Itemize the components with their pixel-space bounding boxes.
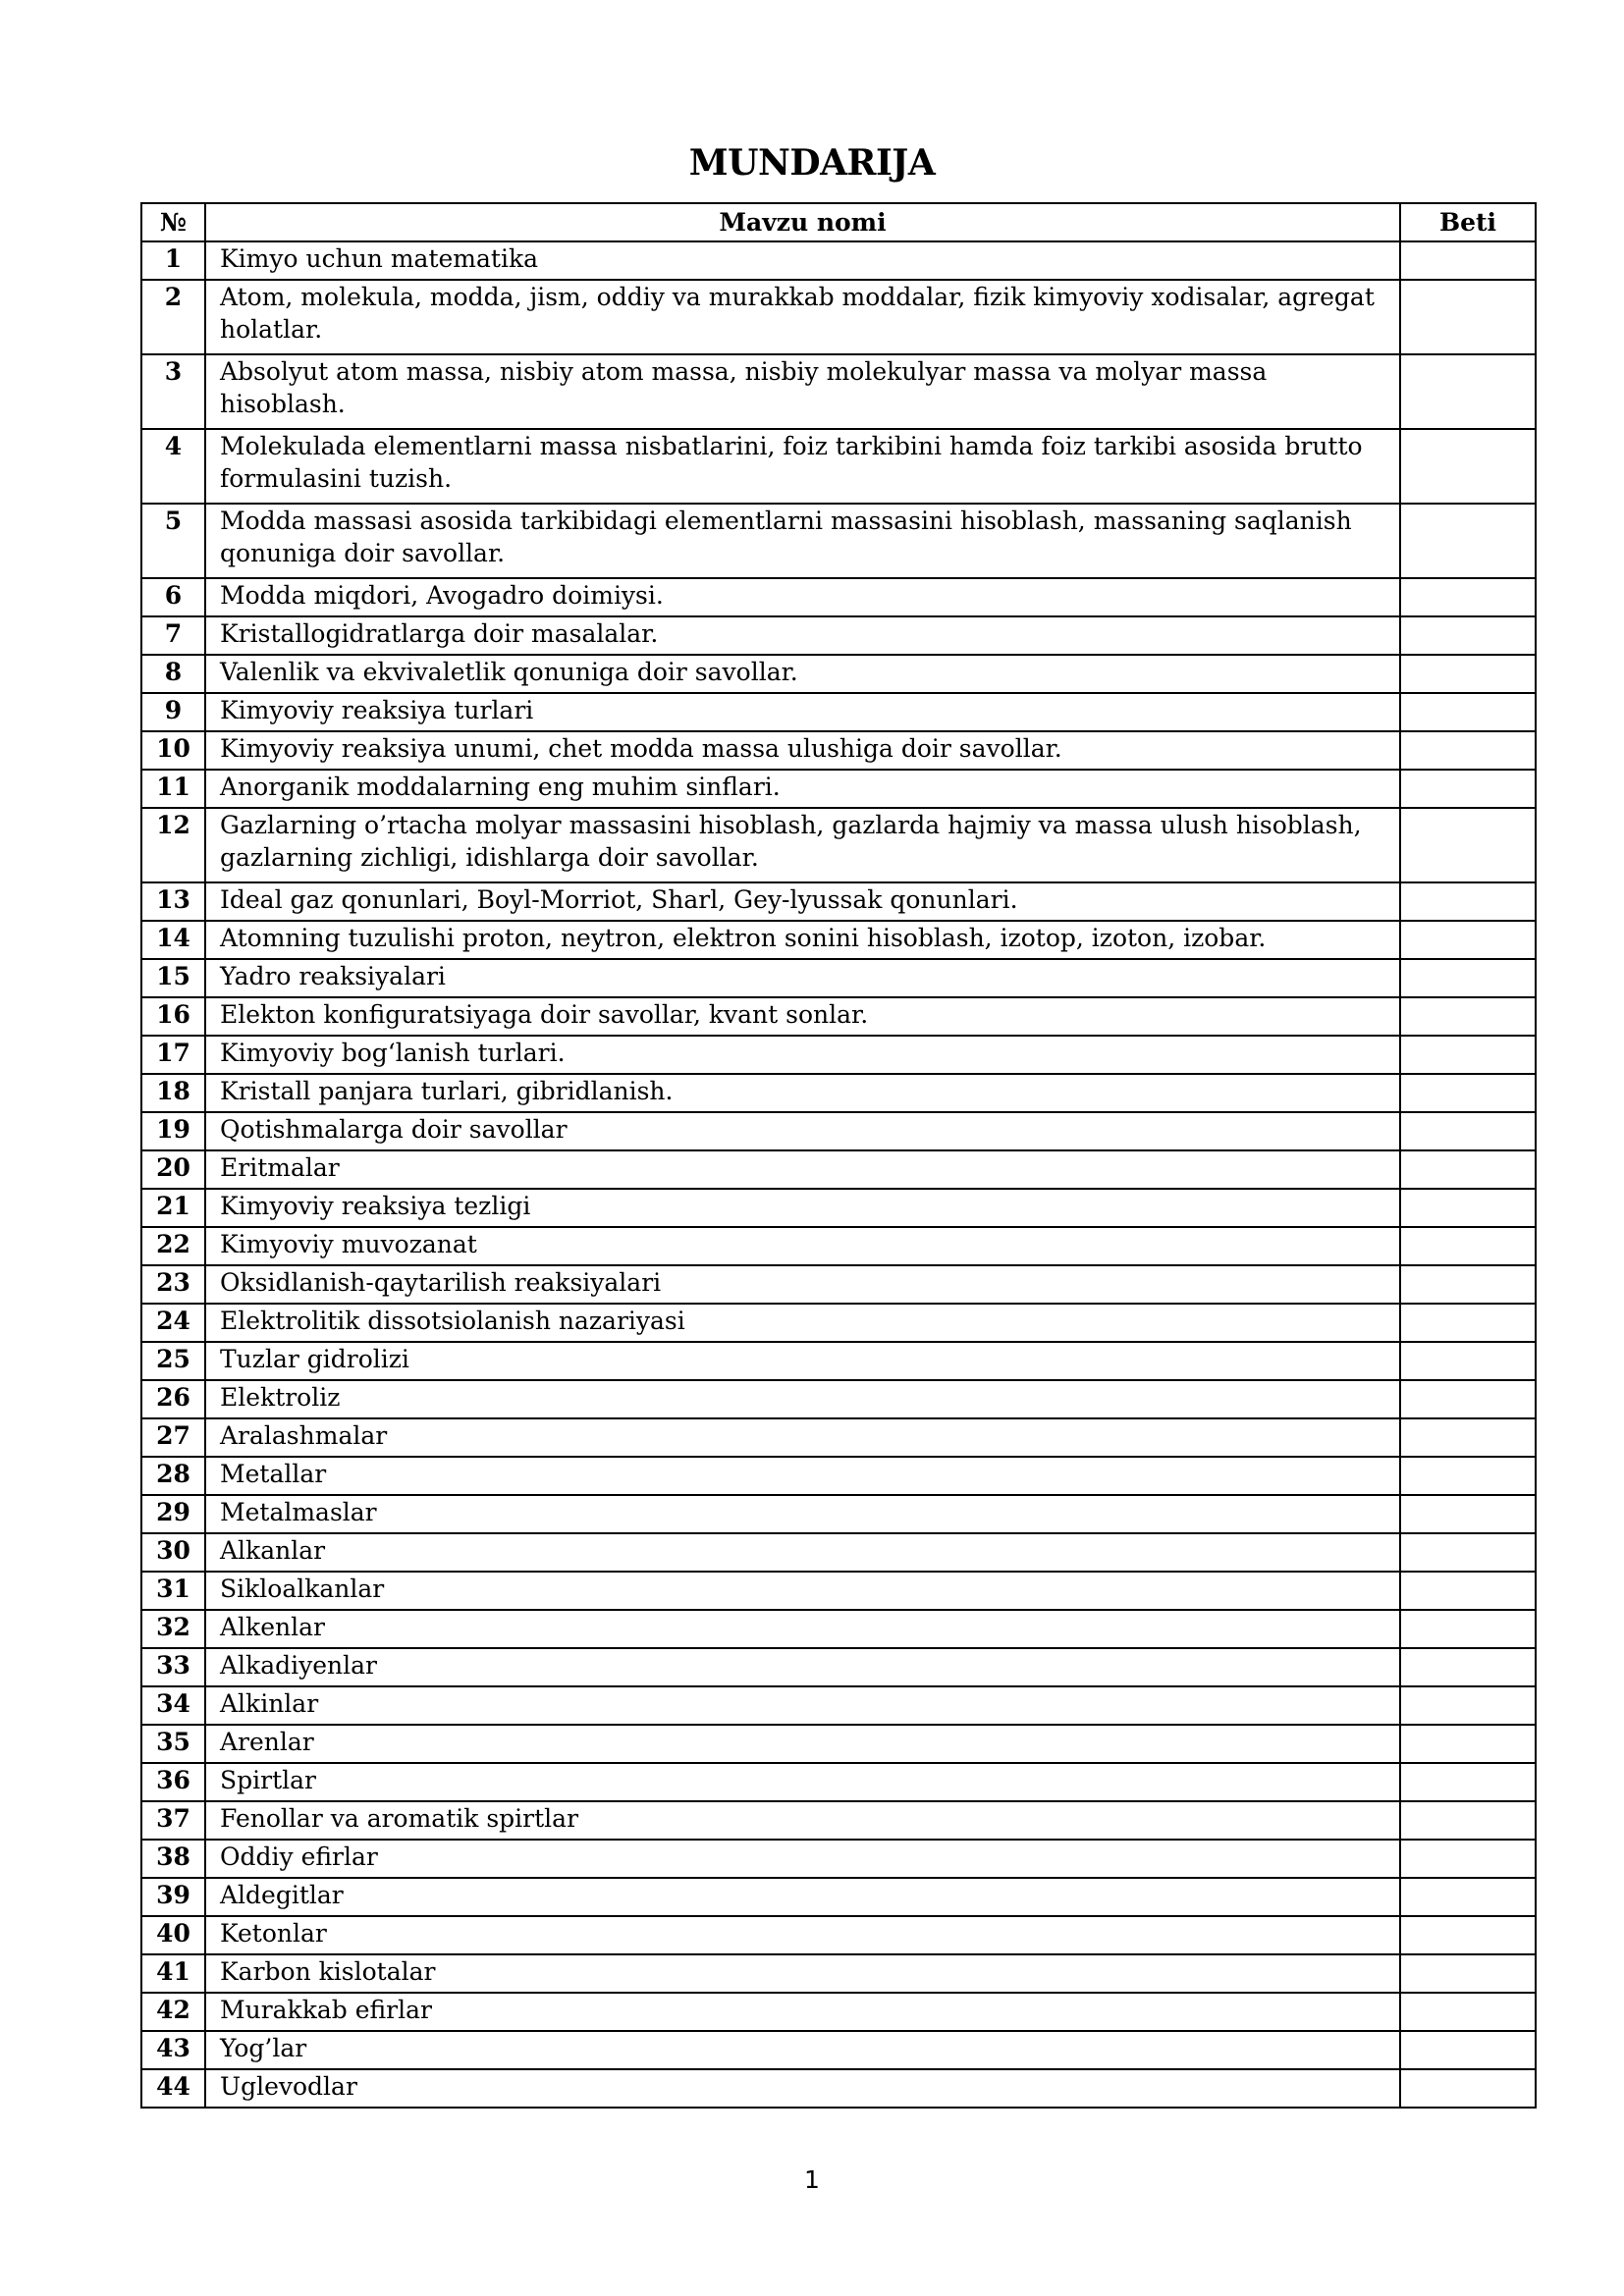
row-page	[1400, 1954, 1536, 1993]
table-row	[141, 429, 1536, 504]
row-number: 33	[141, 1648, 205, 1686]
row-page	[1400, 241, 1536, 280]
row-number: 27	[141, 1418, 205, 1457]
header-page: Beti	[1400, 203, 1536, 241]
row-topic: Eritmalar	[205, 1150, 1400, 1189]
row-number: 20	[141, 1150, 205, 1189]
table-row	[141, 1533, 1536, 1572]
table-row	[141, 1648, 1536, 1686]
row-topic: Spirtlar	[205, 1763, 1400, 1801]
row-number: 31	[141, 1572, 205, 1610]
row-topic: Ketonlar	[205, 1916, 1400, 1954]
row-number: 36	[141, 1763, 205, 1801]
row-number: 9	[141, 693, 205, 731]
row-page	[1400, 1150, 1536, 1189]
page-title: MUNDARIJA	[688, 142, 936, 184]
row-topic: Fenollar va aromatik spirtlar	[205, 1801, 1400, 1840]
row-page	[1400, 1916, 1536, 1954]
row-page	[1400, 504, 1536, 578]
row-topic: Kimyoviy reaksiya unumi, chet modda massa ulushiga doir savollar.	[205, 731, 1400, 770]
row-number: 7	[141, 616, 205, 655]
row-page	[1400, 921, 1536, 959]
table-row	[141, 280, 1536, 354]
row-page	[1400, 1648, 1536, 1686]
row-topic: Oddiy efirlar	[205, 1840, 1400, 1878]
row-topic: Ideal gaz qonunlari, Boyl-Morriot, Sharl, Gey-lyussak qonunlari.	[205, 882, 1400, 921]
table-row	[141, 997, 1536, 1036]
row-page	[1400, 1572, 1536, 1610]
row-page	[1400, 1457, 1536, 1495]
row-number: 30	[141, 1533, 205, 1572]
row-number: 35	[141, 1725, 205, 1763]
row-number: 16	[141, 997, 205, 1036]
row-number: 25	[141, 1342, 205, 1380]
row-topic: Alkenlar	[205, 1610, 1400, 1648]
table-row	[141, 808, 1536, 882]
row-page	[1400, 1418, 1536, 1457]
row-number: 10	[141, 731, 205, 770]
row-topic: Kimyoviy reaksiya tezligi	[205, 1189, 1400, 1227]
row-page	[1400, 1993, 1536, 2031]
row-number: 21	[141, 1189, 205, 1227]
row-number: 42	[141, 1993, 205, 2031]
table-row	[141, 1380, 1536, 1418]
table-row	[141, 1725, 1536, 1763]
row-page	[1400, 731, 1536, 770]
row-topic: Molekulada elementlarni massa nisbatlarini, foiz tarkibini hamda foiz tarkibi asosida brutto formulasini tuzish.	[205, 429, 1400, 504]
table-row	[141, 921, 1536, 959]
row-topic: Modda massasi asosida tarkibidagi elementlarni massasini hisoblash, massaning saqlanish qonuniga doir savollar.	[205, 504, 1400, 578]
row-number: 38	[141, 1840, 205, 1878]
row-page	[1400, 2031, 1536, 2069]
table-row	[141, 1878, 1536, 1916]
row-topic: Tuzlar gidrolizi	[205, 1342, 1400, 1380]
row-topic: Modda miqdori, Avogadro doimiysi.	[205, 578, 1400, 616]
row-topic: Absolyut atom massa, nisbiy atom massa, nisbiy molekulyar massa va molyar massa hisoblash.	[205, 354, 1400, 429]
row-page	[1400, 429, 1536, 504]
row-number: 34	[141, 1686, 205, 1725]
table-row	[141, 1495, 1536, 1533]
row-page	[1400, 1686, 1536, 1725]
row-page	[1400, 280, 1536, 354]
table-row	[141, 1610, 1536, 1648]
row-topic: Anorganik moddalarning eng muhim sinflari.	[205, 770, 1400, 808]
row-topic: Aralashmalar	[205, 1418, 1400, 1457]
row-page	[1400, 578, 1536, 616]
table-body	[141, 241, 1536, 2108]
row-number: 44	[141, 2069, 205, 2108]
row-number: 2	[141, 280, 205, 354]
table-row	[141, 959, 1536, 997]
row-number: 5	[141, 504, 205, 578]
header-topic: Mavzu nomi	[205, 203, 1400, 241]
row-topic: Murakkab efirlar	[205, 1993, 1400, 2031]
table-row	[141, 693, 1536, 731]
table-row	[141, 1686, 1536, 1725]
row-number: 4	[141, 429, 205, 504]
row-topic: Arenlar	[205, 1725, 1400, 1763]
table-row	[141, 882, 1536, 921]
row-page	[1400, 2069, 1536, 2108]
table-row	[141, 1418, 1536, 1457]
row-number: 26	[141, 1380, 205, 1418]
row-number: 23	[141, 1265, 205, 1304]
row-page	[1400, 1840, 1536, 1878]
row-number: 6	[141, 578, 205, 616]
row-topic: Metallar	[205, 1457, 1400, 1495]
row-topic: Uglevodlar	[205, 2069, 1400, 2108]
table-row	[141, 578, 1536, 616]
row-page	[1400, 1036, 1536, 1074]
row-page	[1400, 1074, 1536, 1112]
table-row	[141, 1916, 1536, 1954]
row-topic: Alkanlar	[205, 1533, 1400, 1572]
row-page	[1400, 1801, 1536, 1840]
row-topic: Qotishmalarga doir savollar	[205, 1112, 1400, 1150]
row-topic: Valenlik va ekvivaletlik qonuniga doir savollar.	[205, 655, 1400, 693]
row-page	[1400, 1227, 1536, 1265]
row-number: 3	[141, 354, 205, 429]
row-number: 39	[141, 1878, 205, 1916]
row-page	[1400, 1265, 1536, 1304]
table-row	[141, 1840, 1536, 1878]
page-number: 1	[804, 2165, 820, 2194]
table-row	[141, 1342, 1536, 1380]
table-row	[141, 1801, 1536, 1840]
row-number: 14	[141, 921, 205, 959]
row-number: 11	[141, 770, 205, 808]
row-number: 40	[141, 1916, 205, 1954]
row-number: 41	[141, 1954, 205, 1993]
row-topic: Kimyo uchun matematika	[205, 241, 1400, 280]
row-topic: Kristallogidratlarga doir masalalar.	[205, 616, 1400, 655]
table-row	[141, 2031, 1536, 2069]
table-row	[141, 1954, 1536, 1993]
row-number: 8	[141, 655, 205, 693]
table-row	[141, 616, 1536, 655]
header-number: №	[141, 203, 205, 241]
row-topic: Sikloalkanlar	[205, 1572, 1400, 1610]
row-number: 32	[141, 1610, 205, 1648]
table-row	[141, 1150, 1536, 1189]
row-page	[1400, 1495, 1536, 1533]
row-topic: Oksidlanish-qaytarilish reaksiyalari	[205, 1265, 1400, 1304]
table-row	[141, 1036, 1536, 1074]
table-header-row	[141, 203, 1536, 241]
row-page	[1400, 808, 1536, 882]
table-row	[141, 354, 1536, 429]
row-page	[1400, 770, 1536, 808]
row-number: 22	[141, 1227, 205, 1265]
table-row	[141, 731, 1536, 770]
table-row	[141, 2069, 1536, 2108]
row-number: 37	[141, 1801, 205, 1840]
table-row	[141, 1993, 1536, 2031]
row-topic: Alkinlar	[205, 1686, 1400, 1725]
row-page	[1400, 1878, 1536, 1916]
row-page	[1400, 655, 1536, 693]
row-page	[1400, 1304, 1536, 1342]
table-row	[141, 1112, 1536, 1150]
table-row	[141, 1457, 1536, 1495]
row-page	[1400, 997, 1536, 1036]
row-topic: Elektroliz	[205, 1380, 1400, 1418]
row-topic: Metalmaslar	[205, 1495, 1400, 1533]
row-number: 28	[141, 1457, 205, 1495]
row-page	[1400, 616, 1536, 655]
row-page	[1400, 354, 1536, 429]
row-topic: Kimyoviy bog‘lanish turlari.	[205, 1036, 1400, 1074]
row-page	[1400, 1610, 1536, 1648]
table-row	[141, 504, 1536, 578]
row-page	[1400, 882, 1536, 921]
row-number: 15	[141, 959, 205, 997]
table-row	[141, 241, 1536, 280]
row-page	[1400, 1763, 1536, 1801]
row-number: 12	[141, 808, 205, 882]
row-page	[1400, 1533, 1536, 1572]
row-number: 17	[141, 1036, 205, 1074]
row-page	[1400, 1342, 1536, 1380]
row-page	[1400, 1112, 1536, 1150]
table-row	[141, 1304, 1536, 1342]
table-row	[141, 1189, 1536, 1227]
row-number: 29	[141, 1495, 205, 1533]
table-row	[141, 1074, 1536, 1112]
row-number: 1	[141, 241, 205, 280]
row-topic: Alkadiyenlar	[205, 1648, 1400, 1686]
table-row	[141, 1227, 1536, 1265]
row-number: 18	[141, 1074, 205, 1112]
row-topic: Yadro reaksiyalari	[205, 959, 1400, 997]
table-row	[141, 1572, 1536, 1610]
row-number: 13	[141, 882, 205, 921]
row-page	[1400, 693, 1536, 731]
table-row	[141, 1265, 1536, 1304]
row-topic: Elekton konfiguratsiyaga doir savollar, kvant sonlar.	[205, 997, 1400, 1036]
row-page	[1400, 1189, 1536, 1227]
table-row	[141, 655, 1536, 693]
row-topic: Karbon kislotalar	[205, 1954, 1400, 1993]
row-topic: Yog’lar	[205, 2031, 1400, 2069]
contents-table	[140, 202, 1537, 2109]
row-topic: Kristall panjara turlari, gibridlanish.	[205, 1074, 1400, 1112]
row-topic: Atomning tuzulishi proton, neytron, elektron sonini hisoblash, izotop, izoton, izobar.	[205, 921, 1400, 959]
row-number: 19	[141, 1112, 205, 1150]
row-topic: Gazlarning o’rtacha molyar massasini hisoblash, gazlarda hajmiy va massa ulush hisoblash, gazlarning zichligi, idishlarga doir savollar.	[205, 808, 1400, 882]
row-topic: Aldegitlar	[205, 1878, 1400, 1916]
row-topic: Atom, molekula, modda, jism, oddiy va murakkab moddalar, fizik kimyoviy xodisalar, agregat holatlar.	[205, 280, 1400, 354]
row-topic: Kimyoviy reaksiya turlari	[205, 693, 1400, 731]
table-row	[141, 770, 1536, 808]
row-page	[1400, 959, 1536, 997]
row-number: 24	[141, 1304, 205, 1342]
table-row	[141, 1763, 1536, 1801]
row-topic: Kimyoviy muvozanat	[205, 1227, 1400, 1265]
row-topic: Elektrolitik dissotsiolanish nazariyasi	[205, 1304, 1400, 1342]
row-number: 43	[141, 2031, 205, 2069]
row-page	[1400, 1380, 1536, 1418]
row-page	[1400, 1725, 1536, 1763]
